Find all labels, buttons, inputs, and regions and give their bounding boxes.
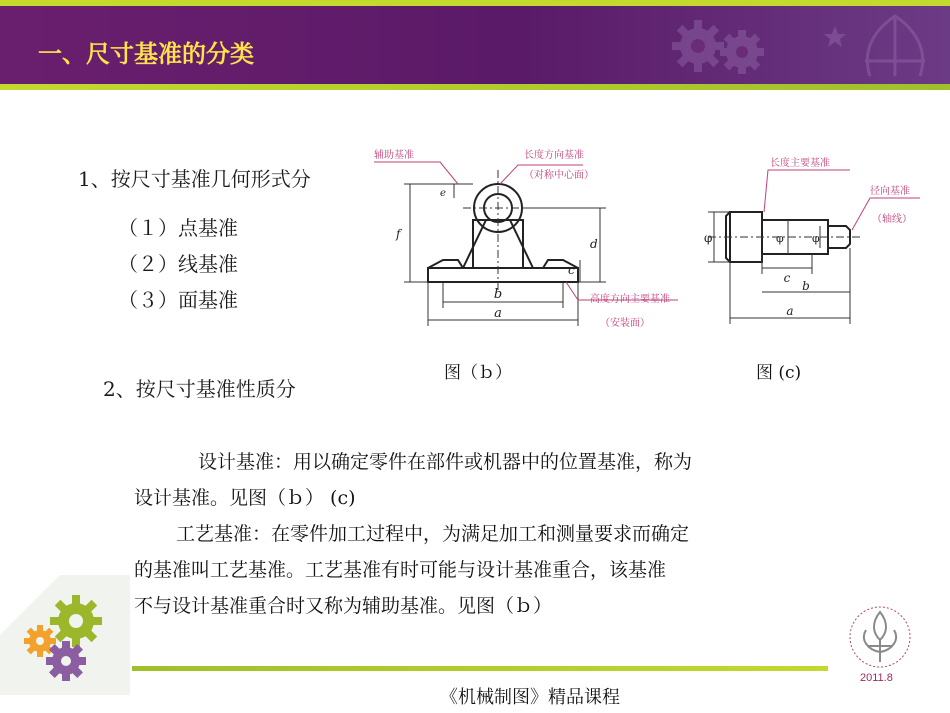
section1-heading: 1、按尺寸基准几何形式分	[78, 167, 311, 191]
figure-b-label-length-dir-note: （对称中心面）	[524, 170, 594, 181]
list-item: （２）线基准	[118, 252, 238, 276]
figure-c-drawing	[700, 150, 930, 330]
design-basis-line1: 设计基准：用以确定零件在部件或机器中的位置基准，称为	[198, 451, 693, 473]
section2-heading: 2、按尺寸基准性质分	[103, 377, 296, 401]
footer-divider	[132, 666, 828, 671]
header-stripe	[0, 84, 950, 90]
list-item: （３）面基准	[118, 288, 238, 312]
gears-decoration-icon	[0, 575, 130, 695]
design-basis-line2: 设计基准。见图（ｂ） (c)	[134, 487, 356, 509]
figure-c-label-radial-note: （轴线）	[872, 214, 912, 225]
figure-c-label-radial: 径向基准	[870, 186, 910, 197]
figure-b-label-length-dir: 长度方向基准	[524, 150, 584, 161]
figure-b-label-f: f	[396, 227, 401, 241]
figure-b-label-height-dir: 高度方向主要基准	[590, 294, 670, 305]
figure-b-caption: 图（ｂ）	[444, 363, 512, 383]
gear-decoration-icon	[670, 6, 950, 84]
figure-b-label-e: e	[440, 188, 446, 199]
process-basis-line1: 工艺基准：在零件加工过程中，为满足加工和测量要求而确定	[176, 523, 690, 545]
figure-b-label-d: d	[590, 237, 598, 251]
figure-b-drawing	[368, 140, 688, 340]
course-title: 《机械制图》精品课程	[440, 687, 620, 708]
figure-c-label-length-main: 长度主要基准	[770, 158, 830, 169]
figure-b-label-b: b	[493, 287, 503, 302]
process-basis-line3: 不与设计基准重合时又称为辅助基准。见图（ｂ）	[134, 595, 553, 617]
figure-b-label-c: c	[568, 263, 575, 277]
figure-b-label-aux: 辅助基准	[374, 150, 414, 161]
page-title: 一、尺寸基准的分类	[38, 40, 254, 68]
school-emblem-icon	[842, 600, 918, 674]
process-basis-line2: 的基准叫工艺基准。工艺基准有时可能与设计基准重合，该基准	[134, 559, 667, 581]
date-label: 2011.8	[860, 672, 893, 684]
figure-c-label-phi1: φ	[704, 231, 713, 245]
figure-c-label-a: a	[786, 304, 794, 318]
figure-b-label-height-dir-note: （安装面）	[600, 318, 650, 329]
figure-c-label-b: b	[802, 279, 810, 293]
figure-c-label-phi2: φ	[776, 232, 784, 245]
list-item: （１）点基准	[118, 216, 238, 240]
figure-c-label-phi3: φ	[812, 232, 820, 245]
figure-c-caption: 图 (c)	[756, 363, 802, 383]
figure-c-label-c: c	[783, 271, 791, 285]
figure-b-label-a: a	[494, 306, 502, 321]
